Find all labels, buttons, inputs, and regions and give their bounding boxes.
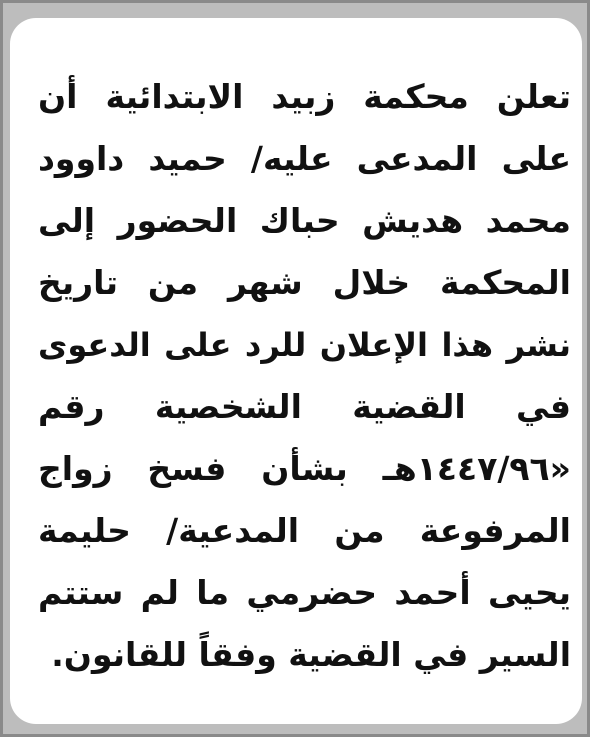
- notice-line: محمد هديش حباك الحضور إلى: [38, 201, 571, 240]
- notice-line: تعلن محكمة زبيد الابتدائية أن: [38, 77, 571, 116]
- notice-line: السير في القضية وفقاً للقانون.: [51, 635, 571, 674]
- page-frame: [3, 3, 587, 734]
- notice-line: نشر هذا الإعلان للرد على الدعوى: [38, 326, 571, 364]
- notice-card: [10, 18, 582, 724]
- notice-line: المحكمة خلال شهر من تاريخ: [38, 263, 571, 302]
- notice-line: «١٤٤٧/٩٦هـ بشأن فسخ زواج: [38, 449, 571, 488]
- notice-line: في القضية الشخصية رقم: [38, 387, 571, 426]
- notice-text: [38, 66, 571, 686]
- notice-line: على المدعى عليه/ حميد داوود: [38, 139, 571, 178]
- notice-line: المرفوعة من المدعية/ حليمة: [38, 511, 571, 550]
- notice-line: يحيى أحمد حضرمي ما لم ستتم: [38, 573, 571, 612]
